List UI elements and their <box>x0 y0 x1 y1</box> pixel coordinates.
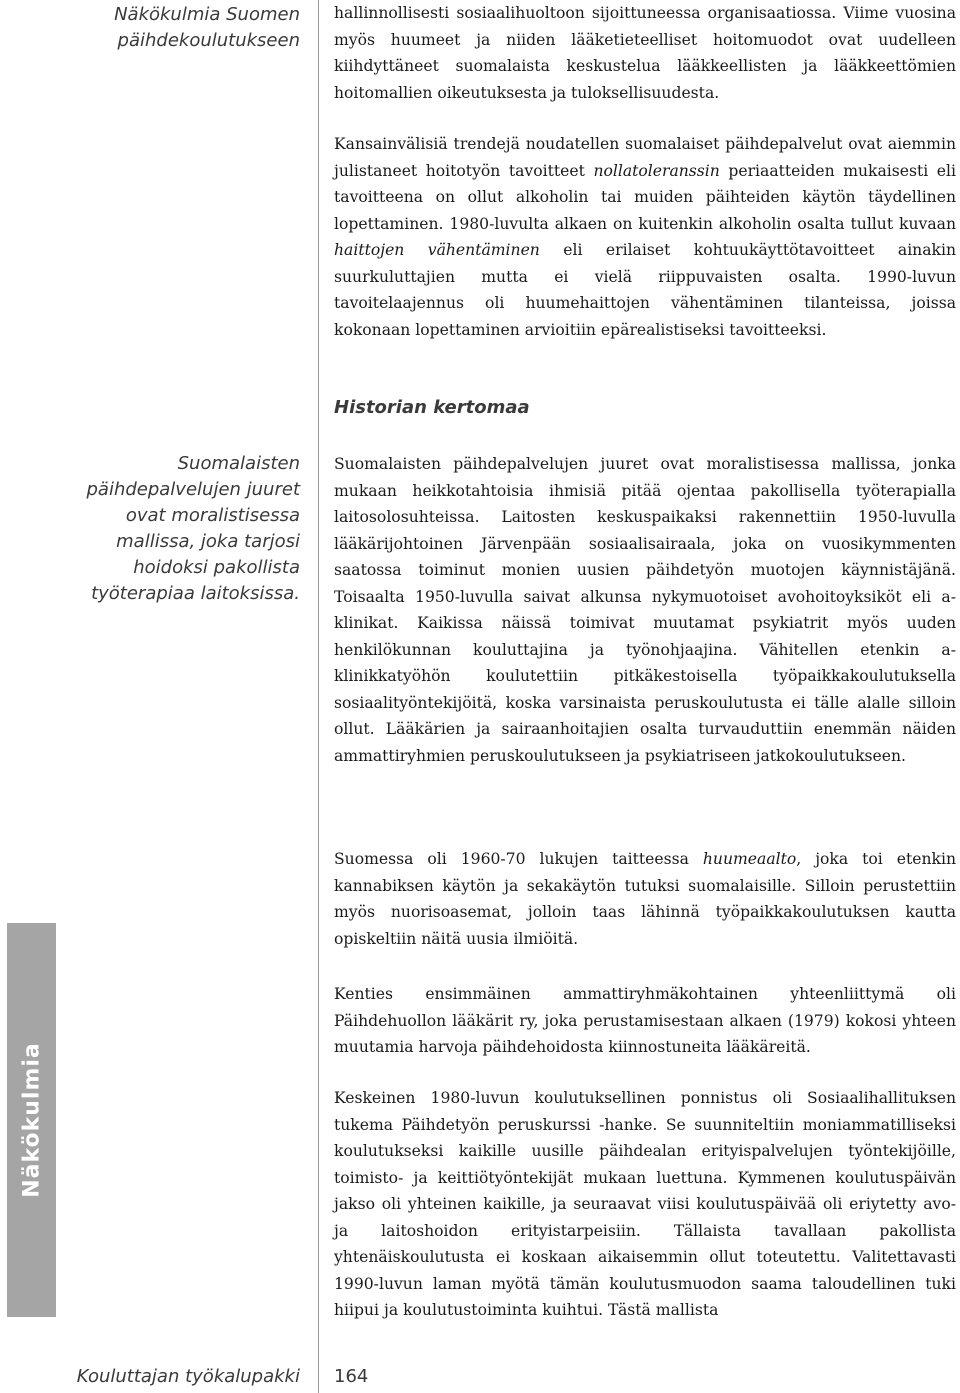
page-number: 164 <box>334 1366 369 1387</box>
paragraph-4-emphasis-1: huumeaalto <box>702 850 797 868</box>
paragraph-2 <box>334 131 956 343</box>
paragraph-2-emphasis-1: nollatoleranssin <box>593 161 720 180</box>
footer-book-title: Kouluttajan työkalupakki <box>76 1366 300 1387</box>
paragraph-2-emphasis-2: haittojen vähentäminen <box>334 241 540 259</box>
paragraph-6: Keskeinen 1980-luvun koulutuksellinen ponnistus oli Sosiaalihallituksen tukema Päihdetyön peruskurssi -hanke. Se suunniteltiin moniammatilliseksi koulutukseksi kaikille uusille päihdealan erityispalvelujen työntekijöille, toimisto- ja keittiötyöntekijät mukaan luettuna. Kymmenen koulutuspäivän jakso oli yhteinen kaikille, ja seuraavat viisi koulutuspäivää oli eriytetty avo- ja laitoshoidon erityistarpeisiin. Tällaista tavallaan pakollista yhtenäiskoulutusta ei koskaan aikaisemmin ollut toteutettu. Valitettavasti 1990-luvun laman myötä tämän koulutusmuodon saama taloudellinen tuki hiipui ja koulutustoiminta kuihtui. Tästä mallista <box>334 1089 956 1319</box>
paragraph-4-text-b: , joka toi etenkin kannabiksen käytön ja sekakäytön tutuksi suomalaisille. Silloin perustettiin myös nuorisoasemat, jolloin taas lähinnä työpaikkakoulutuksen kautta opiskeltiin näitä uusia ilmiöitä. <box>334 850 956 948</box>
paragraph-2-text-b: periaatteiden mukaisesti eli tavoitteena on ollut alkoholin tai muiden päihteiden käytön täydellinen lopettaminen. 1980-luvulta alkaen on kuitenkin alkoholin osalta tullut kuvaan <box>334 161 957 233</box>
column-divider <box>318 0 319 1393</box>
side-tab-label: Näkökulmia <box>19 1042 44 1198</box>
paragraph-4 <box>334 846 956 952</box>
paragraph-1: hallinnollisesti sosiaalihuoltoon sijoittuneessa organisaatiossa. Viime vuosina myös huumeet ja niiden lääketieteelliset hoitomuodot ovat uudelleen kiihdyttäneet suomalaista keskustelua lääkkeellisten ja lääkkeettömien hoitomallien oikeutuksesta ja tuloksellisuudesta. <box>334 4 956 102</box>
side-tab <box>7 923 56 1317</box>
paragraph-4-text-a: Suomessa oli 1960-70 lukujen taitteessa <box>334 850 703 868</box>
paragraph-5: Kenties ensimmäinen ammattiryhmäkohtainen yhteenliittymä oli Päihdehuollon lääkärit ry, joka perustamisestaan alkaen (1979) kokosi yhteen muutamia harvoja päihdehoidosta kiinnostuneita lääkäreitä. <box>334 985 956 1056</box>
section-heading: Historian kertomaa <box>334 397 530 418</box>
paragraph-3: Suomalaisten päihdepalvelujen juuret ovat moralistisessa mallissa, jonka mukaan heikkotahtoisia ihmisiä pitää ojentaa pakollisella työterapialla laitosolosuhteissa. Laitosten keskuspaikaksi rakennettiin 1950-luvulla lääkärijohtoinen Järvenpään sosiaalisairaala, joka on vuosikymmenten saatossa toiminut monien uusien päihdetyön muotojen käynnistäjänä. Toisaalta 1950-luvulla saivat alkunsa nykymuotoiset avohoitoyksiköt eli a-klinikat. Kaikissa näissä toimivat muutamat psykiatrit myös uuden henkilökunnan kouluttajina ja työnohjaajina. Vähitellen etenkin a-klinikkatyöhön koulutettiin pitkäkestoisella työpaikkakoulutuksella sosiaalityöntekijöitä, koska varsinaista peruskoulutusta ei tälle alalle silloin ollut. Lääkärien ja sairaanhoitajien osalta turvauduttiin enemmän näiden ammattiryhmien peruskoulutukseen ja psykiatriseen jatkokoulutukseen. <box>334 455 956 765</box>
paragraph-2-text-a: Kansainvälisiä trendejä noudatellen suomalaiset päihdepalvelut ovat aiemmin julistaneet hoitotyön tavoitteet <box>334 135 956 180</box>
running-head-margin-note: Näkökulmia Suomen päihdekoulutukseen <box>114 4 300 51</box>
paragraph-2-text-c: eli erilaiset kohtuukäyttötavoitteet ainakin suurkuluttajien mutta ei vielä riippuvaisten osalta. 1990-luvun tavoitelaajennus oli huumehaittojen vähentäminen tilanteissa, joissa kokonaan lopettaminen arvioitiin epärealistiseksi tavoitteeksi. <box>334 241 956 339</box>
pull-quote-margin-note: Suomalaisten päihdepalvelujen juuret ovat moralistisessa mallissa, joka tarjosi hoidoksi pakollista työterapiaa laitoksissa. <box>86 453 300 604</box>
